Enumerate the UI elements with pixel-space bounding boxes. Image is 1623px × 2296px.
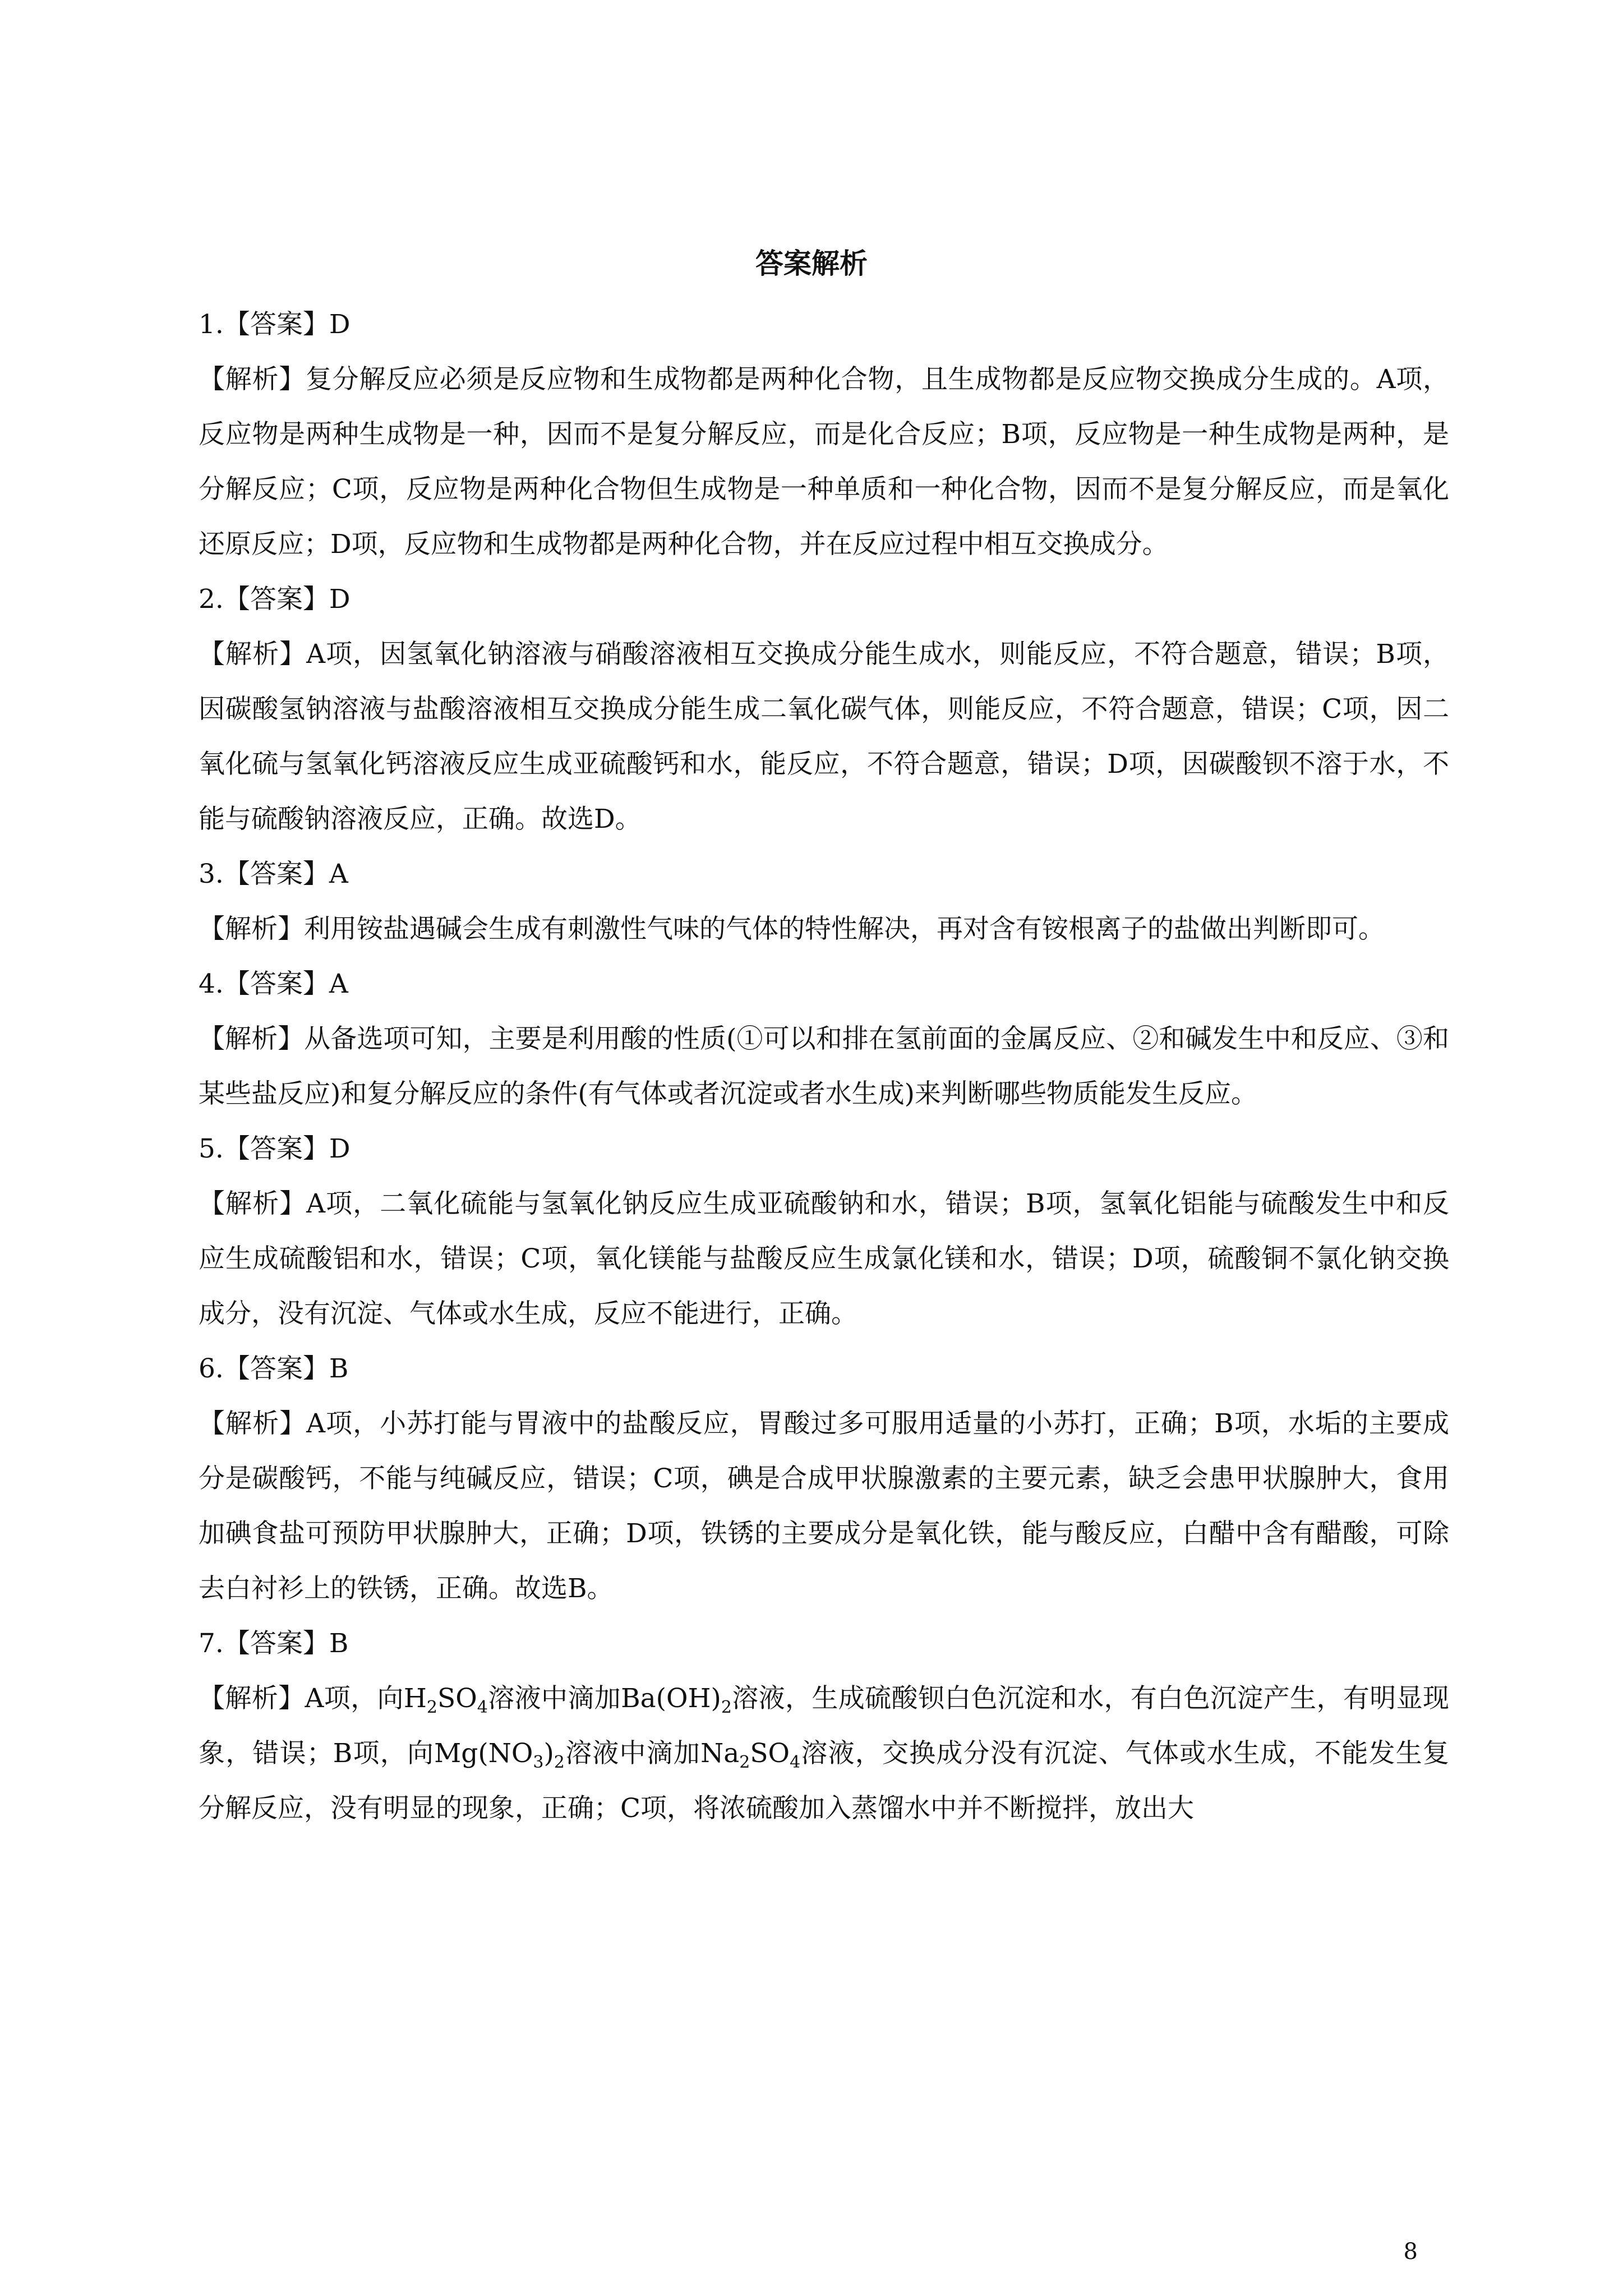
analysis-segment: ) bbox=[543, 1738, 554, 1769]
analysis-segment: 溶液中滴加Ba(OH) bbox=[487, 1683, 721, 1714]
analysis-segment: SO bbox=[437, 1683, 477, 1714]
answer-item-4 bbox=[199, 957, 1449, 1122]
analysis-segment: 溶液，生成硫酸钡白色沉淀和水，有白色沉淀产生，有明显现象，错误；B项，向Mg(NO bbox=[199, 1683, 1449, 1769]
analysis-text: 【解析】复分解反应必须是反应物和生成物都是两种化合物，且生成物都是反应物交换成分生成的。A项，反应物是两种生成物是一种，因而不是复分解反应，而是化合反应；B项，反应物是一种生成物是两种，是分解反应；C项，反应物是两种化合物但生成物是一种单质和一种化合物，因而不是复分解反应，而是氧化还原反应；D项，反应物和生成物都是两种化合物，并在反应过程中相互交换成分。 bbox=[199, 364, 1449, 560]
chemical-subscript: 3 bbox=[533, 1753, 544, 1772]
analysis-text: 【解析】利用铵盐遇碱会生成有刺激性气味的气体的特性解决，再对含有铵根离子的盐做出判断即可。 bbox=[199, 914, 1385, 944]
page-number: 8 bbox=[1403, 2239, 1418, 2265]
chemical-subscript: 2 bbox=[426, 1698, 438, 1717]
answer-list bbox=[199, 297, 1449, 1836]
answer-item-6 bbox=[199, 1341, 1449, 1616]
analysis-segment: 溶液，交换成分没有沉淀、气体或水生成，不能发生复分解反应，没有明显的现象，正确；C项，将浓硫酸加入蒸馏水中并不断搅拌，放出大 bbox=[199, 1738, 1449, 1824]
answer-label: 2.【答案】D bbox=[199, 584, 351, 615]
answer-label: 1.【答案】D bbox=[199, 309, 351, 340]
answer-label: 7.【答案】B bbox=[199, 1628, 349, 1659]
analysis-text bbox=[199, 1671, 1449, 1836]
chemical-subscript: 4 bbox=[790, 1753, 801, 1772]
answer-item-1 bbox=[199, 297, 1449, 572]
analysis-segment: 【解析】A项，向H bbox=[199, 1683, 427, 1714]
analysis-text: 【解析】从备选项可知，主要是利用酸的性质(①可以和排在氢前面的金属反应、②和碱发生中和反应、③和某些盐反应)和复分解反应的条件(有气体或者沉淀或者水生成)来判断哪些物质能发生反应。 bbox=[199, 1023, 1449, 1109]
chemical-subscript: 4 bbox=[477, 1698, 488, 1717]
answer-label: 5.【答案】D bbox=[199, 1133, 351, 1164]
analysis-text: 【解析】A项，二氧化硫能与氢氧化钠反应生成亚硫酸钠和水，错误；B项，氢氧化铝能与硫酸发生中和反应生成硫酸铝和水，错误；C项，氧化镁能与盐酸反应生成氯化镁和水，错误；D项，硫酸铜不氯化钠交换成分，没有沉淀、气体或水生成，反应不能进行，正确。 bbox=[199, 1188, 1449, 1329]
analysis-segment: SO bbox=[750, 1738, 790, 1769]
answer-item-2 bbox=[199, 572, 1449, 847]
chemical-subscript: 2 bbox=[739, 1753, 750, 1772]
analysis-segment: 溶液中滴加Na bbox=[564, 1738, 740, 1769]
answer-label: 3.【答案】A bbox=[199, 859, 348, 889]
answer-label: 4.【答案】A bbox=[199, 969, 348, 999]
answer-label: 6.【答案】B bbox=[199, 1353, 349, 1384]
answer-item-7 bbox=[199, 1616, 1449, 1836]
answer-item-3 bbox=[199, 847, 1449, 957]
answer-item-5 bbox=[199, 1122, 1449, 1341]
chemical-subscript: 2 bbox=[721, 1698, 732, 1717]
analysis-text: 【解析】A项，因氢氧化钠溶液与硝酸溶液相互交换成分能生成水，则能反应，不符合题意，错误；B项，因碳酸氢钠溶液与盐酸溶液相互交换成分能生成二氧化碳气体，则能反应，不符合题意，错误；C项，因二氧化硫与氢氧化钙溶液反应生成亚硫酸钙和水，能反应，不符合题意，错误；D项，因碳酸钡不溶于水，不能与硫酸钠溶液反应，正确。故选D。 bbox=[199, 639, 1449, 835]
page-title: 答案解析 bbox=[755, 247, 868, 280]
chemical-subscript: 2 bbox=[554, 1753, 565, 1772]
analysis-text: 【解析】A项，小苏打能与胃液中的盐酸反应，胃酸过多可服用适量的小苏打，正确；B项，水垢的主要成分是碳酸钙，不能与纯碱反应，错误；C项，碘是合成甲状腺激素的主要元素，缺乏会患甲状腺肿大，食用加碘食盐可预防甲状腺肿大，正确；D项，铁锈的主要成分是氧化铁，能与酸反应，白醋中含有醋酸，可除去白衬衫上的铁锈，正确。故选B。 bbox=[199, 1408, 1449, 1604]
